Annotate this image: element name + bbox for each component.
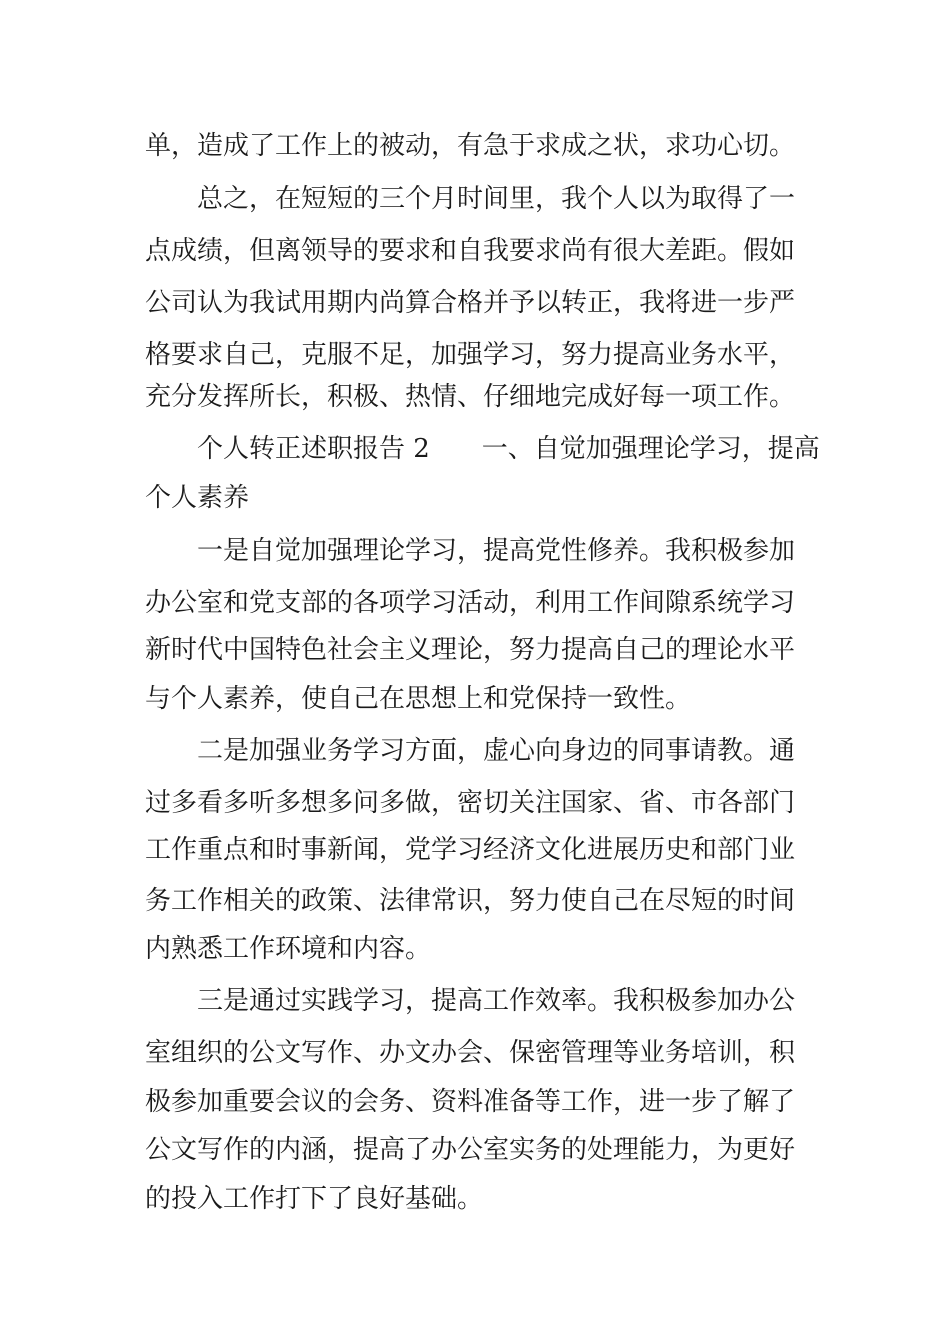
paragraph-start-line: 总之，在短短的三个月时间里，我个人以为取得了一 — [197, 184, 796, 214]
text-line: 室组织的公文写作、办文办会、保密管理等业务培训，积 — [145, 1038, 796, 1068]
text-line: 务工作相关的政策、法律常识，努力使自己在尽短的时间 — [145, 886, 796, 916]
text-line: 点成绩，但离领导的要求和自我要求尚有很大差距。假如 — [145, 236, 796, 266]
paragraph-start-line: 三是通过实践学习，提高工作效率。我积极参加办公 — [197, 986, 796, 1016]
text-line: 与个人素养，使自己在思想上和党保持一致性。 — [145, 684, 692, 714]
text-line: 格要求自己，克服不足，加强学习，努力提高业务水平， — [145, 340, 796, 370]
section-heading-line: 个人转正述职报告 2 一、自觉加强理论学习，提高 — [197, 434, 820, 464]
text-line: 过多看多听多想多问多做，密切关注国家、省、市各部门 — [145, 788, 796, 818]
text-line: 极参加重要会议的会务、资料准备等工作，进一步了解了 — [145, 1087, 796, 1117]
text-line: 个人素养 — [145, 483, 250, 513]
paragraph-start-line: 二是加强业务学习方面，虚心向身边的同事请教。通 — [197, 736, 796, 766]
text-line: 公司认为我试用期内尚算合格并予以转正，我将进一步严 — [145, 288, 796, 318]
text-line: 公文写作的内涵，提高了办公室实务的处理能力，为更好 — [145, 1135, 796, 1165]
text-line: 内熟悉工作环境和内容。 — [145, 934, 432, 964]
text-line: 工作重点和时事新闻，党学习经济文化进展历史和部门业 — [145, 835, 796, 865]
text-line: 办公室和党支部的各项学习活动，利用工作间隙系统学习 — [145, 588, 796, 618]
text-line: 充分发挥所长，积极、热情、仔细地完成好每一项工作。 — [145, 382, 796, 412]
text-line: 新时代中国特色社会主义理论，努力提高自己的理论水平 — [145, 635, 796, 665]
text-line: 的投入工作打下了良好基础。 — [145, 1184, 484, 1214]
paragraph-start-line: 一是自觉加强理论学习，提高党性修养。我积极参加 — [197, 536, 796, 566]
text-line: 单，造成了工作上的被动，有急于求成之状，求功心切。 — [145, 131, 796, 161]
